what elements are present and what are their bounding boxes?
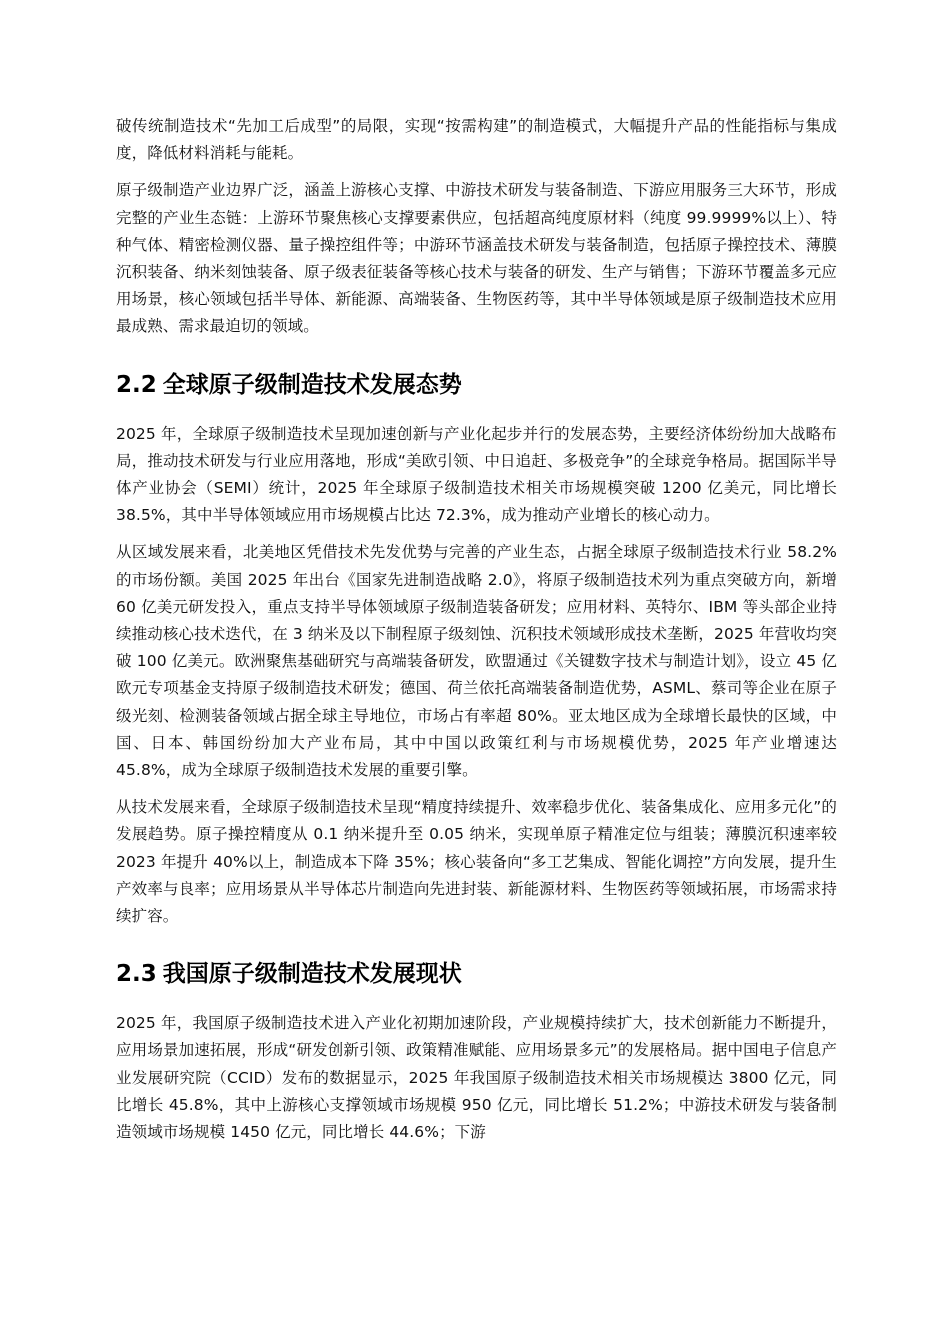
paragraph-industry-scope: 原子级制造产业边界广泛，涵盖上游核心支撑、中游技术研发与装备制造、下游应用服务三大环节，形成完整的产业生态链：上游环节聚焦核心支撑要素供应，包括超高纯度原材料（纯度 99.9999%以上）、特种气体、精密检测仪器、量子操控组件等；中游环节涵盖技术研发与装备制造，包括原子操控技术、薄膜沉积装备、纳米刻蚀装备、原子级表征装备等核心技术与装备的研发、生产与销售；下游环节覆盖多元应用场景，核心领域包括半导体、新能源、高端装备、生物医药等，其中半导体领域是原子级制造技术应用最成熟、需求最迫切的领域。	[116, 181, 837, 336]
paragraph-global-overview: 2025 年，全球原子级制造技术呈现加速创新与产业化起步并行的发展态势，主要经济体纷纷加大战略布局，推动技术研发与行业应用落地，形成“美欧引领、中日追赶、多极竞争”的全球竞争格局。据国际半导体产业协会（SEMI）统计，2025 年全球原子级制造技术相关市场规模突破 1200 亿美元，同比增长 38.5%，其中半导体领域应用市场规模占比达 72.3%，成为推动产业增长的核心动力。	[116, 424, 837, 525]
section-number: 2.2	[116, 371, 157, 398]
paragraph-technology-trends: 从技术发展来看，全球原子级制造技术呈现“精度持续提升、效率稳步优化、装备集成化、应用多元化”的发展趋势。原子操控精度从 0.1 纳米提升至 0.05 纳米，实现单原子精准定位与组装；薄膜沉积速率较 2023 年提升 40%以上，制造成本下降 35%；核心装备向“多工艺集成、智能化调控”方向发展，提升生产效率与良率；应用场景从半导体芯片制造向先进封装、新能源材料、生物医药等领域拓展，市场需求持续扩容。	[116, 798, 837, 926]
paragraph-regional-development: 从区域发展来看，北美地区凭借技术先发优势与完善的产业生态，占据全球原子级制造技术行业 58.2%的市场份额。美国 2025 年出台《国家先进制造战略 2.0》，将原子级制造技术列为重点突破方向，新增 60 亿美元研发投入，重点支持半导体领域原子级制造装备研发；应用材料、英特尔、IBM 等头部企业持续推动核心技术迭代，在 3 纳米及以下制程原子级刻蚀、沉积技术领域形成技术垄断，2025 年营收均突破 100 亿美元。欧洲聚焦基础研究与高端装备研发，欧盟通过《关键数字技术与制造计划》，设立 45 亿欧元专项基金支持原子级制造技术研发；德国、荷兰依托高端装备制造优势，ASML、蔡司等企业在原子级光刻、检测装备领域占据全球主导地位，市场占有率超 80%。亚太地区成为全球增长最快的区域，中国、日本、韩国纷纷加大产业布局，其中中国以政策红利与市场规模优势，2025 年产业增速达 45.8%，成为全球原子级制造技术发展的重要引擎。	[116, 543, 837, 780]
section-title: 全球原子级制造技术发展态势	[162, 371, 462, 398]
paragraph-intro-continuation: 破传统制造技术“先加工后成型”的局限，实现“按需构建”的制造模式，大幅提升产品的性能指标与集成度，降低材料消耗与能耗。	[116, 117, 837, 163]
section-heading-2-2	[116, 369, 837, 401]
paragraph-domestic-status: 2025 年，我国原子级制造技术进入产业化初期加速阶段，产业规模持续扩大，技术创新能力不断提升，应用场景加速拓展，形成“研发创新引领、政策精准赋能、应用场景多元”的发展格局。据中国电子信息产业发展研究院（CCID）发布的数据显示，2025 年我国原子级制造技术相关市场规模达 3800 亿元，同比增长 45.8%，其中上游核心支撑领域市场规模 950 亿元，同比增长 51.2%；中游技术研发与装备制造领域市场规模 1450 亿元，同比增长 44.6%；下游	[116, 1014, 837, 1142]
section-title: 我国原子级制造技术发展现状	[162, 961, 462, 988]
section-number: 2.3	[116, 961, 157, 988]
section-heading-2-3	[116, 958, 837, 990]
